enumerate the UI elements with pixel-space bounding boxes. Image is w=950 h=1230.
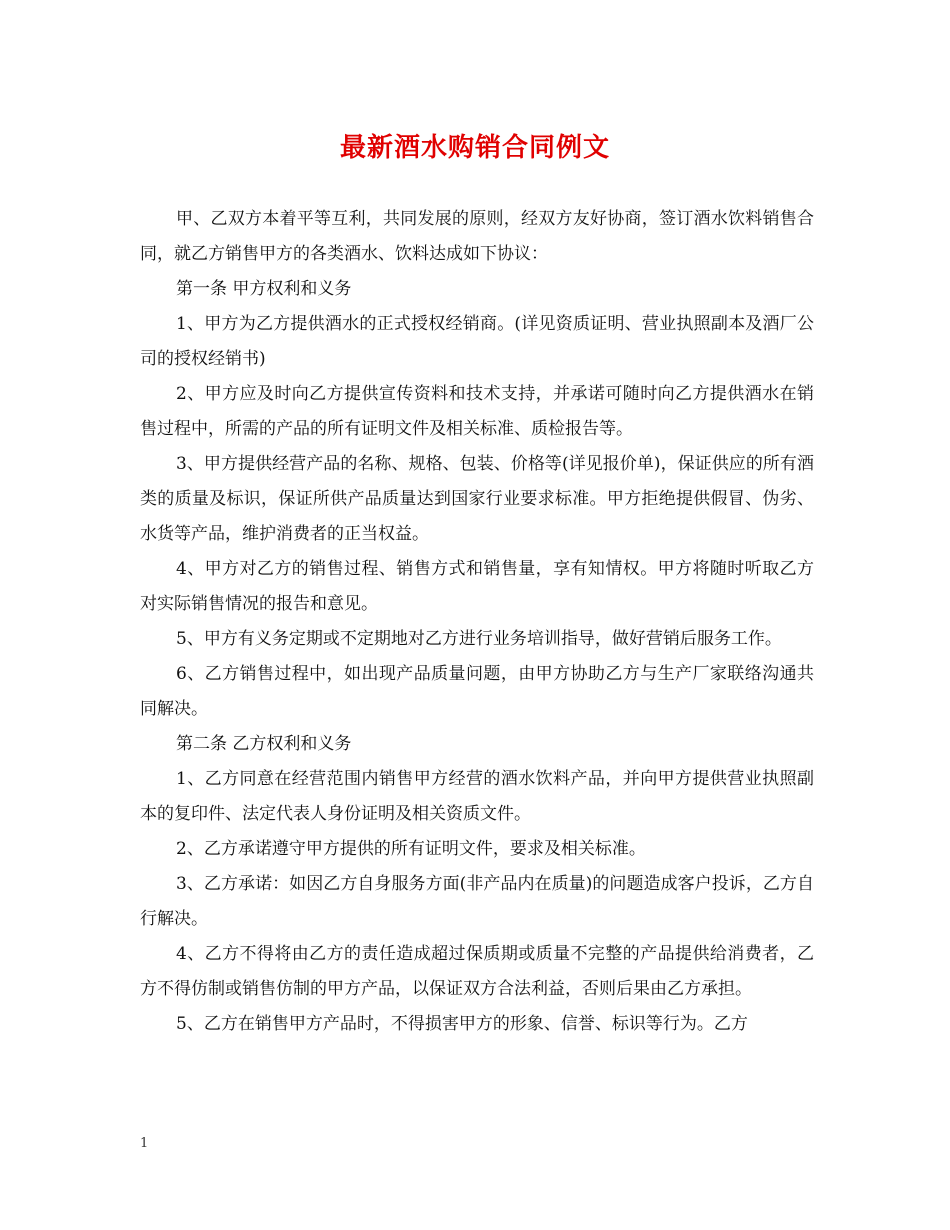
clause-1-6: 6、乙方销售过程中，如出现产品质量问题，由甲方协助乙方与生产厂家联络沟通共同解决。 (140, 664, 814, 719)
clause-2-3: 3、乙方承诺：如因乙方自身服务方面(非产品内在质量)的问题造成客户投诉，乙方自行解决。 (140, 874, 814, 929)
clause-2-2: 2、乙方承诺遵守甲方提供的所有证明文件，要求及相关标准。 (176, 839, 646, 859)
section-heading-2: 第二条 乙方权利和义务 (176, 734, 352, 754)
section-heading-1: 第一条 甲方权利和义务 (176, 279, 352, 299)
document-body (140, 202, 814, 1042)
clause-1-2: 2、甲方应及时向乙方提供宣传资料和技术支持，并承诺可随时向乙方提供酒水在销售过程中，所需的产品的所有证明文件及相关标准、质检报告等。 (140, 384, 814, 439)
clause-1-5: 5、甲方有义务定期或不定期地对乙方进行业务培训指导，做好营销后服务工作。 (176, 629, 782, 649)
paragraph-intro: 甲、乙双方本着平等互利，共同发展的原则，经双方友好协商，签订酒水饮料销售合同，就乙方销售甲方的各类酒水、饮料达成如下协议： (140, 209, 814, 264)
clause-2-4: 4、乙方不得将由乙方的责任造成超过保质期或质量不完整的产品提供给消费者，乙方不得仿制或销售仿制的甲方产品，以保证双方合法利益，否则后果由乙方承担。 (140, 944, 814, 999)
clause-2-1: 1、乙方同意在经营范围内销售甲方经营的酒水饮料产品，并向甲方提供营业执照副本的复印件、法定代表人身份证明及相关资质文件。 (140, 769, 814, 824)
clause-1-1: 1、甲方为乙方提供酒水的正式授权经销商。(详见资质证明、营业执照副本及酒厂公司的授权经销书) (140, 314, 814, 369)
clause-1-4: 4、甲方对乙方的销售过程、销售方式和销售量，享有知情权。甲方将随时听取乙方对实际销售情况的报告和意见。 (140, 559, 814, 614)
document-title: 最新酒水购销合同例文 (339, 133, 610, 163)
clause-2-5: 5、乙方在销售甲方产品时，不得损害甲方的形象、信誉、标识等行为。乙方 (176, 1014, 748, 1034)
clause-1-3: 3、甲方提供经营产品的名称、规格、包装、价格等(详见报价单)，保证供应的所有酒类的质量及标识，保证所供产品质量达到国家行业要求标准。甲方拒绝提供假冒、伪劣、水货等产品，维护消费者的正当权益。 (140, 454, 814, 544)
page-number: 1 (140, 1136, 149, 1151)
